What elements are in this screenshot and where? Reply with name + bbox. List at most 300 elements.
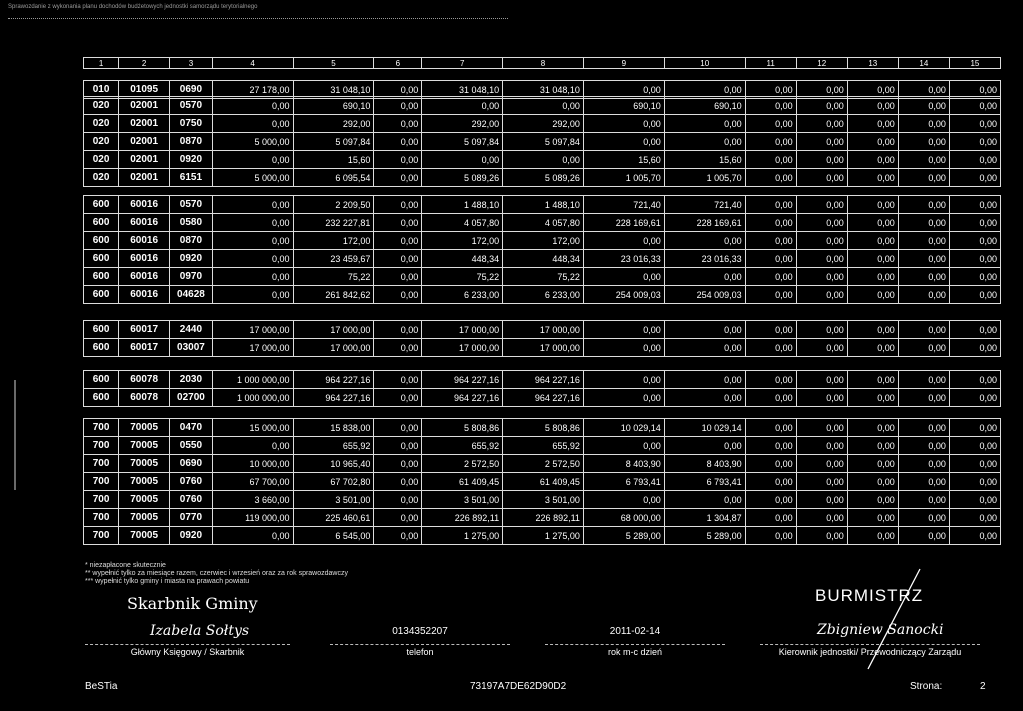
amount-cell: 690,10: [293, 97, 374, 115]
dzial-cell: 600: [84, 214, 119, 232]
phone-value: 0134352207: [392, 626, 448, 637]
amount-cell: 0,00: [212, 527, 293, 545]
amount-cell: 0,00: [374, 371, 422, 389]
amount-cell: 0,00: [583, 232, 664, 250]
amount-cell: 1 000 000,00: [212, 389, 293, 407]
amount-cell: 0,00: [745, 81, 796, 99]
amount-cell: 0,00: [796, 214, 847, 232]
amount-cell: 0,00: [847, 509, 898, 527]
amount-cell: 0,00: [796, 115, 847, 133]
amount-cell: 0,00: [374, 509, 422, 527]
paragraf-cell: 0970: [170, 268, 213, 286]
amount-cell: 5 089,26: [422, 169, 503, 187]
amount-cell: 0,00: [847, 419, 898, 437]
dzial-cell: 600: [84, 339, 119, 357]
table-row: [84, 527, 1001, 545]
amount-cell: 0,00: [898, 389, 949, 407]
amount-cell: 0,00: [583, 321, 664, 339]
amount-cell: 0,00: [745, 455, 796, 473]
amount-cell: 0,00: [745, 389, 796, 407]
amount-cell: 27 178,00: [212, 81, 293, 99]
amount-cell: 6 233,00: [503, 286, 584, 304]
amount-cell: 15 000,00: [212, 419, 293, 437]
amount-cell: 0,00: [664, 232, 745, 250]
amount-cell: 31 048,10: [293, 81, 374, 99]
amount-cell: 0,00: [847, 473, 898, 491]
table-row: [84, 437, 1001, 455]
amount-cell: 0,00: [847, 250, 898, 268]
amount-cell: 17 000,00: [293, 321, 374, 339]
amount-cell: 3 660,00: [212, 491, 293, 509]
amount-cell: 232 227,81: [293, 214, 374, 232]
amount-cell: 0,00: [847, 321, 898, 339]
table-row: [84, 455, 1001, 473]
amount-cell: 0,00: [796, 527, 847, 545]
table-row: [84, 286, 1001, 304]
amount-cell: 17 000,00: [212, 339, 293, 357]
dzial-cell: 600: [84, 268, 119, 286]
head-caption: Kierownik jednostki/ Przewodniczący Zarządu: [778, 647, 962, 657]
dzial-cell: 600: [84, 196, 119, 214]
amount-cell: 0,00: [374, 339, 422, 357]
amount-cell: 2 572,50: [503, 455, 584, 473]
amount-cell: 0,00: [583, 339, 664, 357]
dzial-cell: 020: [84, 133, 119, 151]
amount-cell: 5 097,84: [293, 133, 374, 151]
amount-cell: 0,00: [503, 151, 584, 169]
amount-cell: 1 000 000,00: [212, 371, 293, 389]
amount-cell: 0,00: [898, 509, 949, 527]
budget-table-block: [83, 96, 1001, 187]
amount-cell: 0,00: [374, 196, 422, 214]
column-number: 8: [503, 58, 584, 69]
amount-cell: 8 403,90: [664, 455, 745, 473]
amount-cell: 17 000,00: [422, 321, 503, 339]
budget-table-block: [83, 195, 1001, 304]
amount-cell: 0,00: [796, 419, 847, 437]
amount-cell: 172,00: [293, 232, 374, 250]
amount-cell: 23 016,33: [583, 250, 664, 268]
amount-cell: 292,00: [422, 115, 503, 133]
column-number: 1: [84, 58, 119, 69]
amount-cell: 0,00: [949, 527, 1000, 545]
amount-cell: 1 005,70: [664, 169, 745, 187]
amount-cell: 0,00: [374, 437, 422, 455]
amount-cell: 0,00: [664, 321, 745, 339]
amount-cell: 0,00: [796, 491, 847, 509]
amount-cell: 17 000,00: [293, 339, 374, 357]
signature-stroke: [860, 565, 930, 675]
amount-cell: 0,00: [374, 81, 422, 99]
amount-cell: 0,00: [664, 371, 745, 389]
amount-cell: 172,00: [422, 232, 503, 250]
amount-cell: 5 000,00: [212, 133, 293, 151]
amount-cell: 0,00: [745, 527, 796, 545]
amount-cell: 0,00: [212, 286, 293, 304]
amount-cell: 292,00: [293, 115, 374, 133]
amount-cell: 75,22: [503, 268, 584, 286]
column-number: 6: [374, 58, 422, 69]
amount-cell: 2 572,50: [422, 455, 503, 473]
amount-cell: 0,00: [422, 97, 503, 115]
table-row: [84, 321, 1001, 339]
table-row: [84, 371, 1001, 389]
amount-cell: 0,00: [949, 286, 1000, 304]
dzial-cell: 700: [84, 509, 119, 527]
amount-cell: 0,00: [796, 509, 847, 527]
amount-cell: 0,00: [664, 115, 745, 133]
table-row: [84, 151, 1001, 169]
amount-cell: 0,00: [212, 268, 293, 286]
amount-cell: 67 700,00: [212, 473, 293, 491]
amount-cell: 1 005,70: [583, 169, 664, 187]
budget-table-block: [83, 370, 1001, 407]
column-number: 11: [745, 58, 796, 69]
column-number: 13: [847, 58, 898, 69]
amount-cell: 0,00: [745, 169, 796, 187]
paragraf-cell: 0870: [170, 133, 213, 151]
rozdzial-cell: 60016: [119, 196, 170, 214]
amount-cell: 0,00: [212, 97, 293, 115]
amount-cell: 0,00: [949, 455, 1000, 473]
amount-cell: 655,92: [422, 437, 503, 455]
amount-cell: 0,00: [745, 151, 796, 169]
paragraf-cell: 04628: [170, 286, 213, 304]
amount-cell: 0,00: [664, 389, 745, 407]
amount-cell: 0,00: [949, 214, 1000, 232]
table-row: [84, 169, 1001, 187]
table-row: [84, 491, 1001, 509]
paragraf-cell: 2440: [170, 321, 213, 339]
rozdzial-cell: 70005: [119, 473, 170, 491]
amount-cell: 1 275,00: [422, 527, 503, 545]
rozdzial-cell: 60017: [119, 321, 170, 339]
amount-cell: 0,00: [583, 371, 664, 389]
amount-cell: 10 000,00: [212, 455, 293, 473]
paragraf-cell: 0760: [170, 491, 213, 509]
amount-cell: 5 289,00: [583, 527, 664, 545]
amount-cell: 4 057,80: [503, 214, 584, 232]
amount-cell: 0,00: [796, 151, 847, 169]
amount-cell: 1 488,10: [422, 196, 503, 214]
amount-cell: 0,00: [898, 339, 949, 357]
amount-cell: 0,00: [374, 527, 422, 545]
amount-cell: 0,00: [949, 389, 1000, 407]
amount-cell: 0,00: [898, 151, 949, 169]
amount-cell: 0,00: [949, 97, 1000, 115]
amount-cell: 0,00: [949, 339, 1000, 357]
amount-cell: 964 227,16: [293, 389, 374, 407]
paragraf-cell: 0920: [170, 151, 213, 169]
amount-cell: 0,00: [949, 491, 1000, 509]
amount-cell: 0,00: [949, 371, 1000, 389]
amount-cell: 0,00: [745, 286, 796, 304]
paragraf-cell: 02700: [170, 389, 213, 407]
rozdzial-cell: 60016: [119, 232, 170, 250]
amount-cell: 0,00: [949, 115, 1000, 133]
head-line: [760, 644, 980, 645]
amount-cell: 0,00: [374, 455, 422, 473]
amount-cell: 3 501,00: [422, 491, 503, 509]
amount-cell: 6 095,54: [293, 169, 374, 187]
column-number: 12: [796, 58, 847, 69]
amount-cell: 228 169,61: [664, 214, 745, 232]
budget-table-block: [83, 320, 1001, 357]
amount-cell: 655,92: [293, 437, 374, 455]
amount-cell: 0,00: [374, 268, 422, 286]
budget-table-block: [83, 418, 1001, 545]
paragraf-cell: 6151: [170, 169, 213, 187]
burmistrz-stamp: BURMISTRZ: [815, 586, 924, 605]
skarbnik-line: [85, 644, 290, 645]
amount-cell: 0,00: [745, 268, 796, 286]
amount-cell: 10 029,14: [583, 419, 664, 437]
column-number: 15: [949, 58, 1000, 69]
amount-cell: 0,00: [745, 419, 796, 437]
amount-cell: 0,00: [796, 437, 847, 455]
table-row: [84, 419, 1001, 437]
amount-cell: 0,00: [949, 232, 1000, 250]
amount-cell: 17 000,00: [422, 339, 503, 357]
dzial-cell: 700: [84, 455, 119, 473]
amount-cell: 0,00: [745, 133, 796, 151]
amount-cell: 0,00: [949, 509, 1000, 527]
paragraf-cell: 0690: [170, 455, 213, 473]
amount-cell: 119 000,00: [212, 509, 293, 527]
column-number: 4: [212, 58, 293, 69]
amount-cell: 0,00: [374, 286, 422, 304]
amount-cell: 0,00: [745, 371, 796, 389]
amount-cell: 23 459,67: [293, 250, 374, 268]
amount-cell: 3 501,00: [293, 491, 374, 509]
amount-cell: 0,00: [745, 214, 796, 232]
table-row: [84, 133, 1001, 151]
paragraf-cell: 0690: [170, 81, 213, 99]
rozdzial-cell: 60016: [119, 214, 170, 232]
amount-cell: 23 016,33: [664, 250, 745, 268]
amount-cell: 0,00: [796, 321, 847, 339]
amount-cell: 0,00: [796, 371, 847, 389]
amount-cell: 10 029,14: [664, 419, 745, 437]
amount-cell: 6 233,00: [422, 286, 503, 304]
amount-cell: 0,00: [664, 437, 745, 455]
left-margin-mark: [14, 380, 16, 490]
amount-cell: 226 892,11: [503, 509, 584, 527]
amount-cell: 721,40: [583, 196, 664, 214]
column-number: 7: [422, 58, 503, 69]
paragraf-cell: 0550: [170, 437, 213, 455]
amount-cell: 0,00: [847, 81, 898, 99]
amount-cell: 0,00: [374, 491, 422, 509]
footnote-1: * niezapłacone skutecznie: [85, 562, 166, 569]
amount-cell: 0,00: [583, 115, 664, 133]
amount-cell: 0,00: [949, 321, 1000, 339]
amount-cell: 172,00: [503, 232, 584, 250]
amount-cell: 448,34: [503, 250, 584, 268]
rozdzial-cell: 70005: [119, 509, 170, 527]
footer-app: BeSTia: [85, 681, 118, 692]
amount-cell: 0,00: [583, 268, 664, 286]
amount-cell: 0,00: [898, 115, 949, 133]
rozdzial-cell: 01095: [119, 81, 170, 99]
amount-cell: 0,00: [212, 115, 293, 133]
amount-cell: 0,00: [898, 491, 949, 509]
amount-cell: 0,00: [796, 455, 847, 473]
phone-caption: telefon: [406, 647, 434, 657]
amount-cell: 31 048,10: [422, 81, 503, 99]
table-row: [84, 97, 1001, 115]
amount-cell: 0,00: [898, 268, 949, 286]
amount-cell: 5 097,84: [503, 133, 584, 151]
paragraf-cell: 0770: [170, 509, 213, 527]
amount-cell: 0,00: [898, 133, 949, 151]
amount-cell: 0,00: [745, 321, 796, 339]
date-value: 2011-02-14: [609, 626, 661, 637]
amount-cell: 0,00: [664, 339, 745, 357]
amount-cell: 6 545,00: [293, 527, 374, 545]
amount-cell: 0,00: [898, 81, 949, 99]
table-row: [84, 232, 1001, 250]
amount-cell: 964 227,16: [422, 371, 503, 389]
skarbnik-signature: Izabela Sołtys: [150, 623, 250, 639]
amount-cell: 0,00: [847, 389, 898, 407]
amount-cell: 225 460,61: [293, 509, 374, 527]
amount-cell: 0,00: [847, 133, 898, 151]
skarbnik-heading: Skarbnik Gminy: [127, 594, 258, 613]
amount-cell: 61 409,45: [503, 473, 584, 491]
column-number: 5: [293, 58, 374, 69]
amount-cell: 0,00: [664, 133, 745, 151]
dzial-cell: 600: [84, 389, 119, 407]
amount-cell: 0,00: [796, 196, 847, 214]
amount-cell: 6 793,41: [583, 473, 664, 491]
amount-cell: 0,00: [796, 473, 847, 491]
footer-page-number: 2: [980, 681, 986, 692]
paragraf-cell: 0570: [170, 196, 213, 214]
amount-cell: 61 409,45: [422, 473, 503, 491]
amount-cell: 15,60: [293, 151, 374, 169]
rozdzial-cell: 70005: [119, 455, 170, 473]
amount-cell: 10 965,40: [293, 455, 374, 473]
header-text: Sprawozdanie z wykonania planu dochodów budżetowych jednostki samorządu terytorialnego: [8, 4, 258, 10]
amount-cell: 0,00: [664, 268, 745, 286]
amount-cell: 0,00: [949, 196, 1000, 214]
amount-cell: 5 808,86: [503, 419, 584, 437]
amount-cell: 0,00: [847, 232, 898, 250]
amount-cell: 0,00: [847, 151, 898, 169]
amount-cell: 0,00: [949, 81, 1000, 99]
amount-cell: 5 089,26: [503, 169, 584, 187]
footnote-2: ** wypełnić tylko za miesiące razem, czerwiec i wrzesień oraz za rok sprawozdawczy: [85, 570, 348, 577]
amount-cell: 0,00: [745, 339, 796, 357]
amount-cell: 0,00: [212, 151, 293, 169]
amount-cell: 0,00: [745, 115, 796, 133]
amount-cell: 17 000,00: [503, 339, 584, 357]
date-line: [545, 644, 725, 645]
skarbnik-caption: Główny Księgowy / Skarbnik: [130, 647, 245, 657]
dzial-cell: 600: [84, 250, 119, 268]
table-row: [84, 339, 1001, 357]
amount-cell: 0,00: [949, 419, 1000, 437]
table-row: [84, 389, 1001, 407]
rozdzial-cell: 02001: [119, 97, 170, 115]
amount-cell: 0,00: [949, 133, 1000, 151]
dzial-cell: 600: [84, 232, 119, 250]
footer-code: 73197A7DE62D90D2: [470, 681, 567, 692]
amount-cell: 0,00: [847, 371, 898, 389]
rozdzial-cell: 70005: [119, 491, 170, 509]
amount-cell: 0,00: [898, 97, 949, 115]
amount-cell: 6 793,41: [664, 473, 745, 491]
table-row: [84, 250, 1001, 268]
amount-cell: 3 501,00: [503, 491, 584, 509]
column-number: 9: [583, 58, 664, 69]
amount-cell: 0,00: [796, 97, 847, 115]
amount-cell: 0,00: [745, 491, 796, 509]
amount-cell: 0,00: [664, 81, 745, 99]
amount-cell: 0,00: [949, 268, 1000, 286]
paragraf-cell: 0580: [170, 214, 213, 232]
amount-cell: 0,00: [796, 389, 847, 407]
dzial-cell: 020: [84, 169, 119, 187]
amount-cell: 0,00: [374, 419, 422, 437]
amount-cell: 0,00: [796, 133, 847, 151]
amount-cell: 0,00: [949, 250, 1000, 268]
table-row: [84, 214, 1001, 232]
amount-cell: 0,00: [898, 371, 949, 389]
column-number: 2: [119, 58, 170, 69]
amount-cell: 964 227,16: [503, 371, 584, 389]
amount-cell: 0,00: [583, 437, 664, 455]
amount-cell: 292,00: [503, 115, 584, 133]
amount-cell: 0,00: [796, 169, 847, 187]
amount-cell: 0,00: [212, 437, 293, 455]
amount-cell: 0,00: [949, 473, 1000, 491]
amount-cell: 0,00: [898, 419, 949, 437]
paragraf-cell: 0920: [170, 250, 213, 268]
rozdzial-cell: 02001: [119, 151, 170, 169]
amount-cell: 0,00: [374, 133, 422, 151]
amount-cell: 0,00: [374, 97, 422, 115]
column-number-row: [83, 57, 1001, 69]
column-number: 3: [170, 58, 213, 69]
amount-cell: 690,10: [664, 97, 745, 115]
amount-cell: 1 275,00: [503, 527, 584, 545]
amount-cell: 0,00: [374, 151, 422, 169]
amount-cell: 0,00: [583, 491, 664, 509]
amount-cell: 690,10: [583, 97, 664, 115]
amount-cell: 0,00: [847, 268, 898, 286]
table-row: [84, 509, 1001, 527]
amount-cell: 75,22: [293, 268, 374, 286]
amount-cell: 0,00: [374, 115, 422, 133]
amount-cell: 0,00: [422, 151, 503, 169]
amount-cell: 448,34: [422, 250, 503, 268]
amount-cell: 0,00: [583, 389, 664, 407]
amount-cell: 964 227,16: [422, 389, 503, 407]
amount-cell: 254 009,03: [583, 286, 664, 304]
amount-cell: 0,00: [796, 232, 847, 250]
amount-cell: 0,00: [583, 81, 664, 99]
paragraf-cell: 03007: [170, 339, 213, 357]
amount-cell: 0,00: [745, 97, 796, 115]
amount-cell: 0,00: [847, 97, 898, 115]
amount-cell: 75,22: [422, 268, 503, 286]
rozdzial-cell: 02001: [119, 169, 170, 187]
amount-cell: 0,00: [212, 196, 293, 214]
amount-cell: 0,00: [898, 196, 949, 214]
amount-cell: 0,00: [374, 169, 422, 187]
